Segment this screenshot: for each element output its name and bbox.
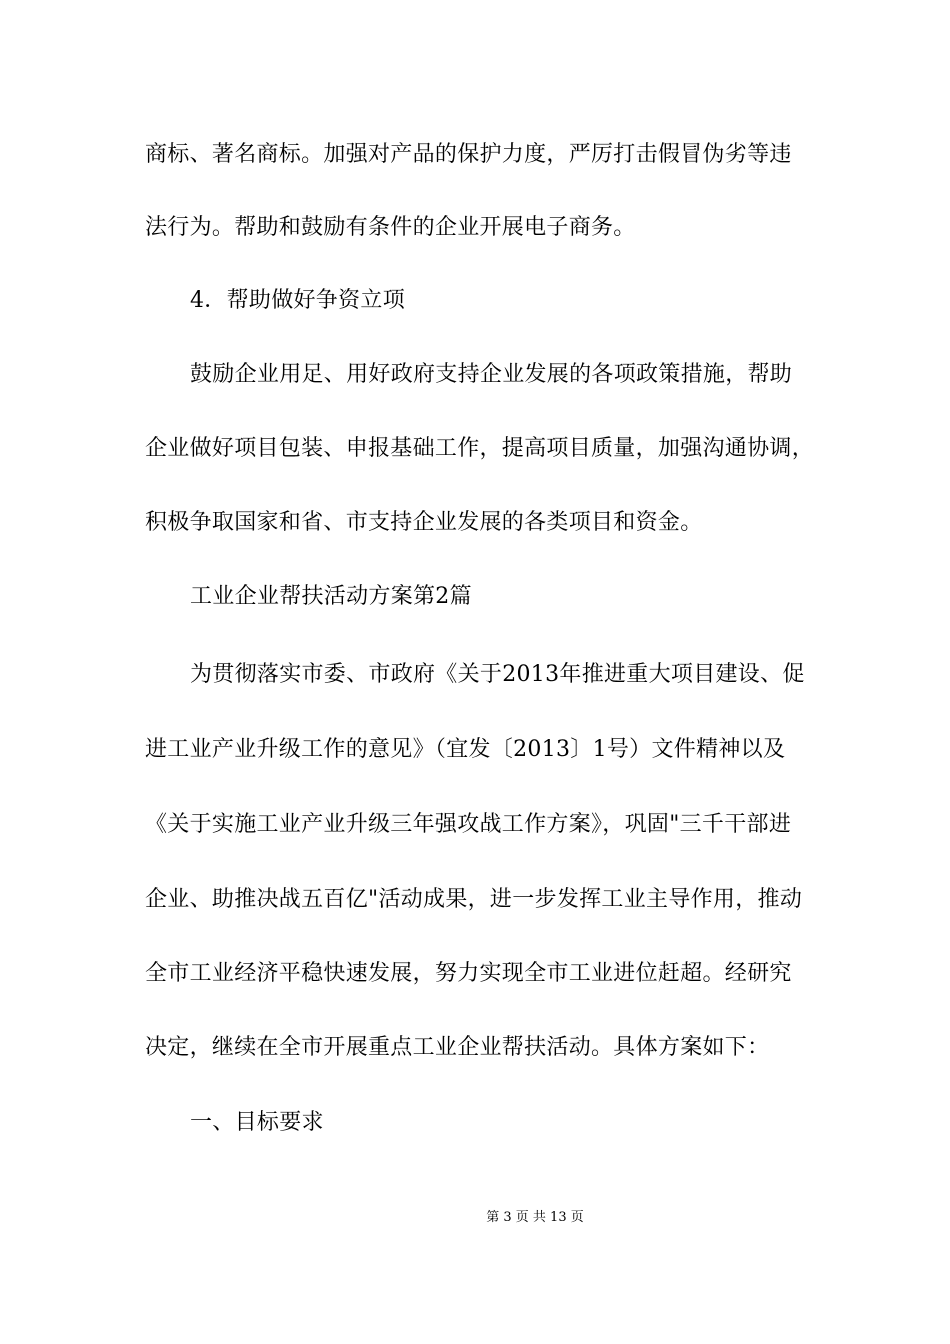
body-text-line-8: 为贯彻落实市委、市政府《关于2013年推进重大项目建设、促 [190, 662, 805, 687]
section-heading-target: 一、目标要求 [190, 1110, 324, 1135]
section-heading-4: 4．帮助做好争资立项 [190, 288, 405, 313]
body-text-line-9: 进工业产业升级工作的意见》（宜发〔2013〕1号）文件精神以及 [145, 737, 786, 762]
chapter-title: 工业企业帮扶活动方案第2篇 [190, 584, 472, 609]
body-text-line-4: 鼓励企业用足、用好政府支持企业发展的各项政策措施，帮助 [190, 362, 793, 387]
body-text-line-10: 《关于实施工业产业升级三年强攻战工作方案》，巩固"三千干部进 [145, 812, 792, 837]
body-text-line-11: 企业、助推决战五百亿"活动成果，进一步发挥工业主导作用，推动 [145, 887, 803, 912]
body-text-line-12: 全市工业经济平稳快速发展，努力实现全市工业进位赶超。经研究 [145, 961, 792, 986]
body-text-line-2: 法行为。帮助和鼓励有条件的企业开展电子商务。 [145, 215, 636, 240]
body-text-line-1: 商标、著名商标。加强对产品的保护力度，严厉打击假冒伪劣等违 [145, 142, 792, 167]
body-text-line-13: 决定，继续在全市开展重点工业企业帮扶活动。具体方案如下： [145, 1035, 770, 1060]
body-text-line-5: 企业做好项目包装、申报基础工作，提高项目质量，加强沟通协调， [145, 436, 815, 461]
body-text-line-6: 积极争取国家和省、市支持企业发展的各类项目和资金。 [145, 510, 703, 535]
page-footer-number: 第 3 页 共 13 页 [486, 1210, 584, 1225]
